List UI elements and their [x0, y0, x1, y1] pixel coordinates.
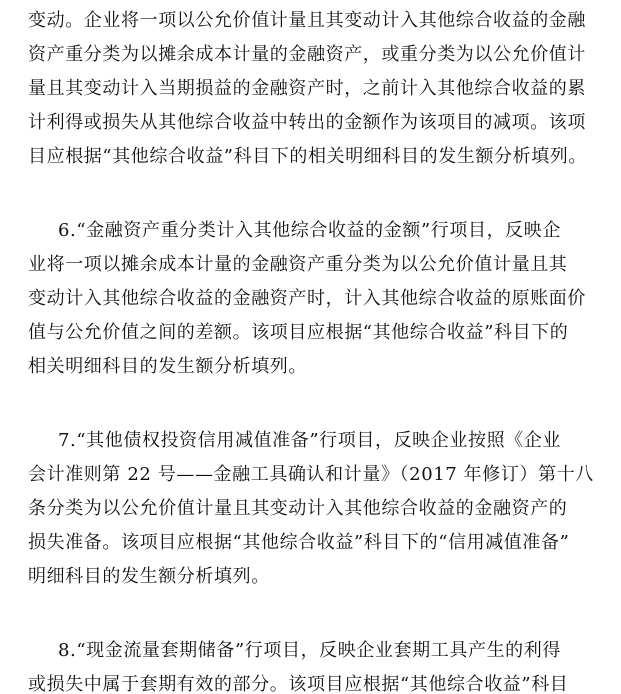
text-line: 变动。企业将一项以公允价值计量且其变动计入其他综合收益的金融 [28, 10, 586, 31]
paragraph-item-8 [28, 634, 598, 694]
text-line: 会计准则第 22 号——金融工具确认和计量》（2017 年修订）第十八 [28, 464, 594, 485]
text-line: 目应根据“其他综合收益”科目下的相关明细科目的发生额分析填列。 [28, 146, 588, 167]
text-line: 量且其变动计入当期损益的金融资产时，之前计入其他综合收益的累 [28, 78, 586, 99]
paragraph-continued [28, 4, 598, 174]
paragraph-item-6 [28, 214, 598, 384]
text-line: 相关明细科目的发生额分析填列。 [28, 356, 307, 377]
text-line: 资产重分类为以摊余成本计量的金融资产，或重分类为以公允价值计 [28, 44, 586, 65]
text-line: 值与公允价值之间的差额。该项目应根据“其他综合收益”科目下的 [28, 322, 569, 343]
text-line: 明细科目的发生额分析填列。 [28, 566, 270, 587]
text-line: 6.“金融资产重分类计入其他综合收益的金额”行项目，反映企 [58, 220, 561, 241]
text-line: 损失准备。该项目应根据“其他综合收益”科目下的“信用减值准备” [28, 532, 570, 553]
text-line: 条分类为以公允价值计量且其变动计入其他综合收益的金融资产的 [28, 498, 568, 519]
text-line: 变动计入其他综合收益的金融资产时，计入其他综合收益的原账面价 [28, 288, 586, 309]
text-line: 计利得或损失从其他综合收益中转出的金额作为该项目的减项。该项 [28, 112, 586, 133]
text-line: 8.“现金流量套期储备”行项目，反映企业套期工具产生的利得 [58, 640, 561, 661]
paragraph-item-7 [28, 424, 598, 594]
text-line: 或损失中属于套期有效的部分。该项目应根据“其他综合收益”科目 [28, 674, 569, 694]
text-line: 7.“其他债权投资信用减值准备”行项目，反映企业按照《企业 [58, 430, 561, 451]
text-line: 业将一项以摊余成本计量的金融资产重分类为以公允价值计量且其 [28, 254, 568, 275]
